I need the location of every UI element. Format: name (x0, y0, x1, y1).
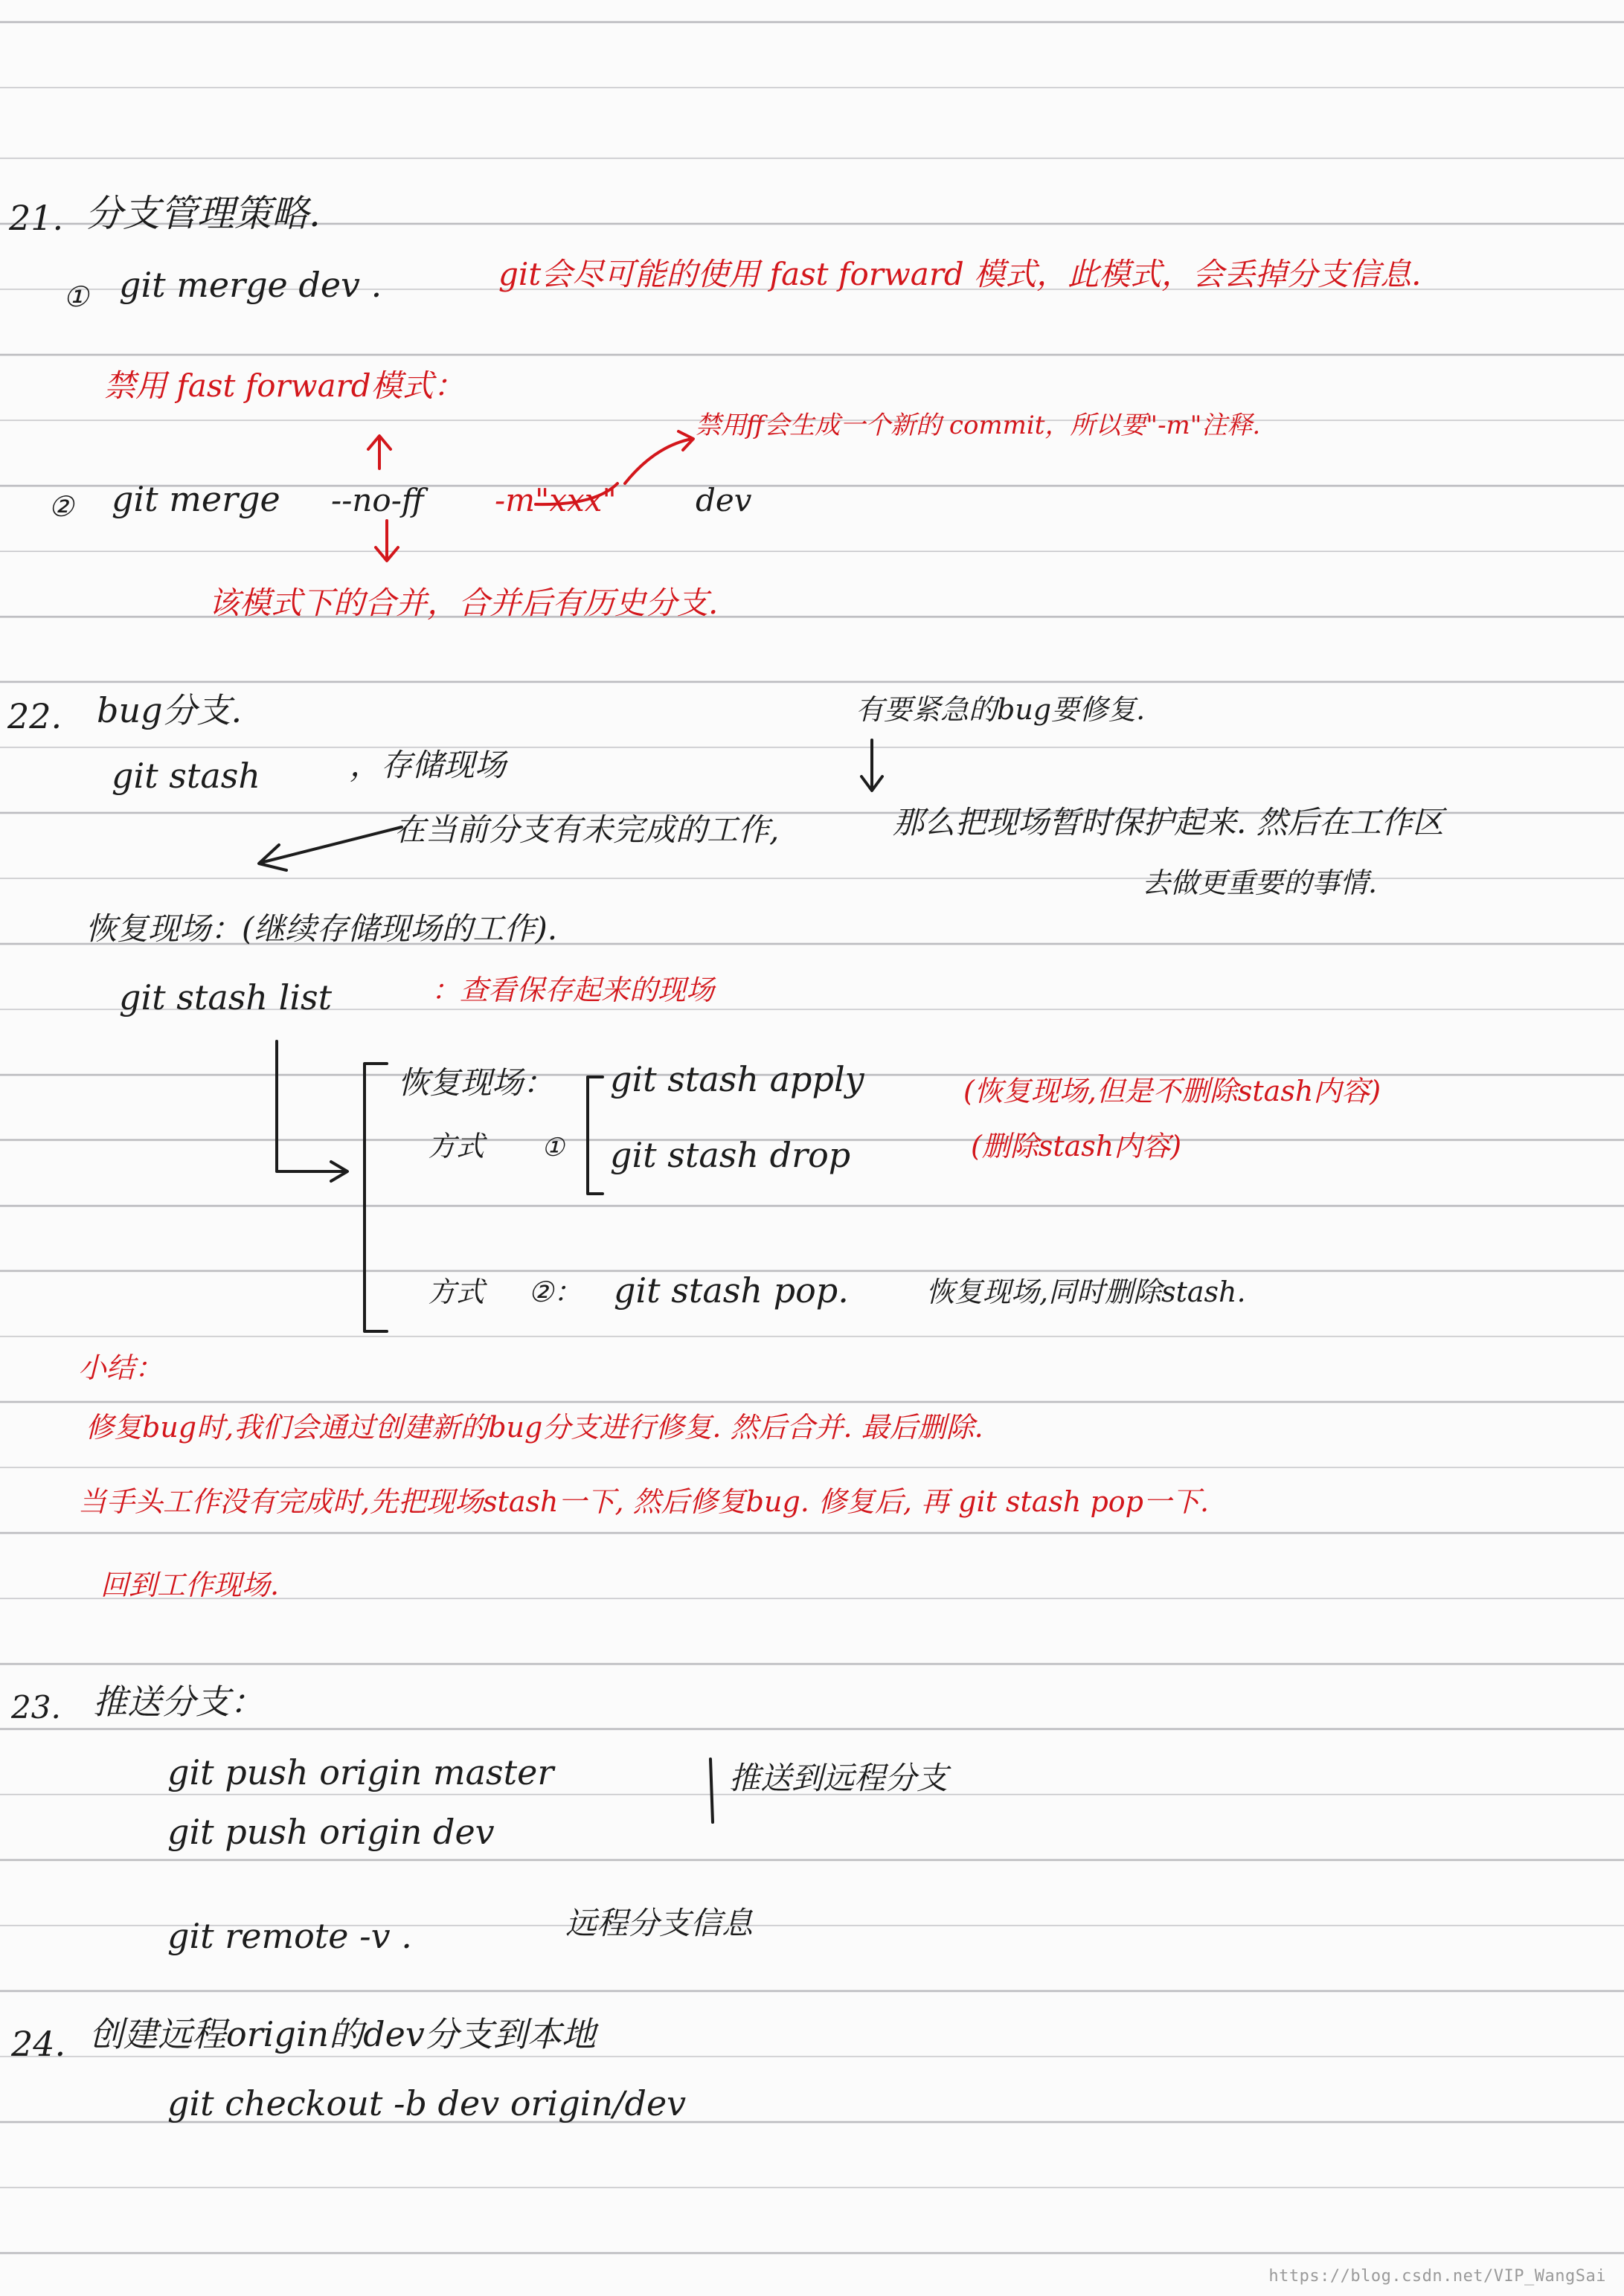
section-21-note-fast-forward: git会尽可能的使用 fast forward 模式，此模式，会丢掉分支信息. (498, 256, 1422, 292)
summary-line-3: 回到工作现场. (100, 1569, 280, 1601)
section-22-protect-line2: 去做更重要的事情. (1142, 866, 1378, 899)
section-23-cmd-remote: git remote -v . (167, 1916, 412, 1956)
section-21-note-merge-history: 该模式下的合并，合并后有历史分支. (208, 585, 719, 621)
section-22-apply-desc: (恢复现场,但是不删除stash内容) (963, 1075, 1381, 1107)
section-21-number: 21. (9, 198, 64, 238)
section-22-pop-desc: 恢复现场,同时删除stash. (926, 1276, 1246, 1308)
section-22-title: bug分支. (97, 690, 243, 730)
section-21-flag-m: -m"xxx" (495, 482, 617, 518)
section-22-list-desc: ：查看保存起来的现场 (431, 974, 715, 1006)
section-22-restore-title: 恢复现场：(继续存储现场的工作). (86, 910, 558, 947)
section-23-title: 推送分支： (93, 1682, 264, 1722)
section-22-cmd-drop: git stash drop (610, 1135, 851, 1175)
arrow-down-urgent (861, 740, 882, 791)
section-22-protect-line1: 那么把现场暂时保护起来. 然后在工作区 (893, 804, 1444, 840)
section-22-stash-desc: ，存储现场 (350, 747, 507, 783)
section-21-marker-1: ① (63, 280, 89, 313)
arrow-to-stash (259, 827, 402, 870)
section-24-title: 创建远程origin的dev分支到本地 (89, 2014, 596, 2054)
section-22-urgent-bug: 有要紧急的bug要修复. (856, 693, 1146, 726)
section-21-cmd-merge: git merge dev . (119, 265, 382, 305)
section-22-cmd-stash-list: git stash list (119, 977, 333, 1017)
section-22-drop-desc: (删除stash内容) (971, 1130, 1182, 1163)
summary-line-2: 当手头工作没有完成时,先把现场stash一下, 然后修复bug. 修复后, 再 git stash pop一下. (78, 1485, 1210, 1518)
summary-line-1: 修复bug时,我们会通过创建新的bug分支进行修复. 然后合并. 最后删除. (86, 1411, 983, 1444)
arrow-list-to-restore (277, 1041, 347, 1181)
section-22-number: 22. (7, 696, 62, 736)
section-23-remote-desc: 远程分支信息 (565, 1905, 754, 1941)
section-22-way-label-1: 方式 (428, 1130, 485, 1163)
section-23-number: 23. (11, 1689, 61, 1726)
underline-m-flag (536, 483, 617, 504)
arrow-to-noff-note (625, 431, 693, 483)
bracket-restore-ways (365, 1064, 387, 1331)
section-23-push-desc: 推送到远程分支 (729, 1760, 949, 1796)
section-21-title: 分支管理策略. (86, 192, 321, 235)
section-21-disable-ff: 禁用 fast forward模式： (104, 367, 465, 404)
section-21-marker-2: ② (48, 490, 74, 523)
section-24-number: 24. (11, 2024, 66, 2064)
section-22-cmd-apply: git stash apply (610, 1059, 864, 1099)
section-22-cmd-stash: git stash (112, 756, 261, 796)
section-21-cmd-merge-noff: git merge (112, 479, 280, 519)
watermark-url: https://blog.csdn.net/VIP_WangSai (1268, 2267, 1606, 2286)
section-23-cmd-push-dev: git push origin dev (167, 1812, 495, 1852)
section-22-way-marker-1: ① (542, 1133, 565, 1163)
bracket-push (710, 1759, 713, 1822)
bracket-apply-drop (588, 1077, 603, 1194)
section-24-cmd-checkout: git checkout -b dev origin/dev (167, 2083, 687, 2123)
section-22-current-work: 在当前分支有未完成的工作, (394, 811, 780, 848)
section-21-arg-dev: dev (696, 482, 752, 518)
section-22-cmd-pop: git stash pop. (614, 1270, 849, 1311)
summary-title: 小结： (78, 1351, 164, 1384)
section-22-restore-label: 恢复现场： (398, 1064, 555, 1101)
section-21-note-noff-commit: 禁用ff会生成一个新的 commit，所以要"-m"注释. (696, 411, 1261, 440)
section-23-cmd-push-master: git push origin master (167, 1752, 554, 1792)
section-21-flag-noff: --no-ff (331, 482, 424, 518)
arrow-down-to-merge-note (376, 521, 398, 561)
section-22-way-label-2: 方式 (428, 1276, 485, 1308)
arrow-up-to-disable-ff (368, 436, 391, 469)
section-22-way-marker-2: ②： (528, 1276, 582, 1308)
